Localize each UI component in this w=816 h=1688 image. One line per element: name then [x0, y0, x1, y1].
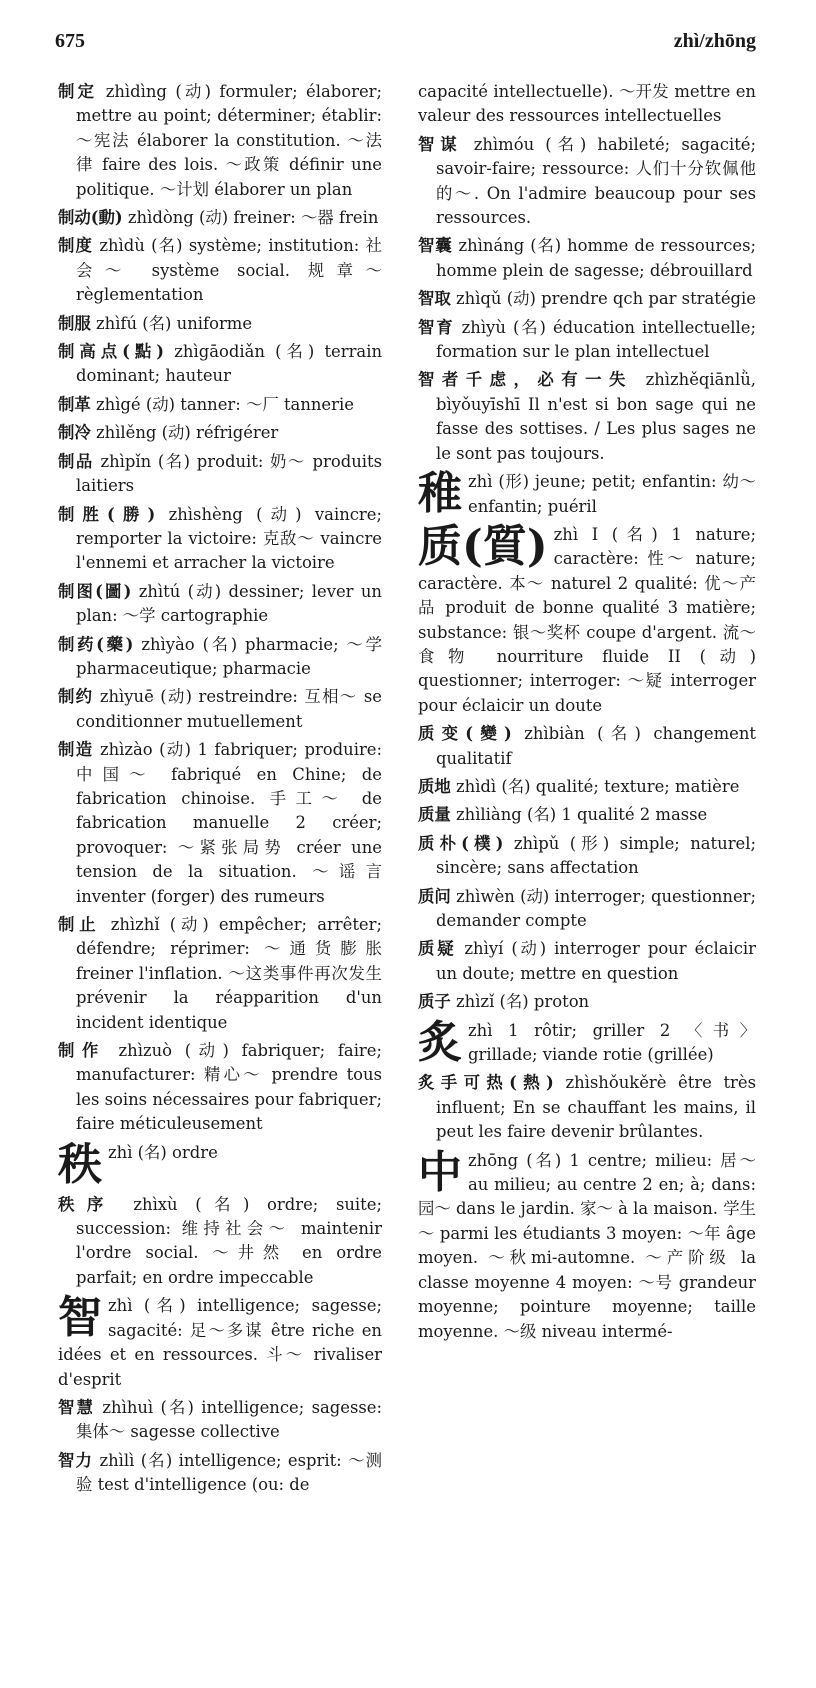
- dictionary-entry: [418, 722, 756, 771]
- headword: 质疑: [418, 939, 457, 959]
- headword: 制定: [58, 82, 98, 101]
- entry-definition: zhìwèn (动) interroger; questionner; demander compte: [436, 886, 757, 930]
- headword: 制胜(勝): [58, 504, 156, 524]
- headword-character: 质(質): [418, 522, 548, 572]
- left-column: [58, 80, 382, 1502]
- dictionary-entry: [418, 937, 756, 986]
- dictionary-entry: [418, 80, 756, 129]
- entry-definition: zhìdìng (动) formuler; élaborer; mettre au point; déterminer; établir: ～宪法 élaborer la constitution. ～法律 faire des lois. ～政策 définir une politique. ～计划 élaborer un plan: [76, 82, 383, 199]
- entry-definition: zhìliàng (名) 1 qualité 2 masse: [456, 805, 708, 825]
- headword: 质量: [418, 805, 451, 825]
- entry-definition: zhìyuē (动) restreindre: 互相～ se conditionner mutuellement: [76, 687, 383, 731]
- dictionary-entry: [58, 738, 382, 909]
- dictionary-entry: [418, 885, 756, 934]
- right-column: [418, 80, 756, 1348]
- headword: 制图(圖): [58, 581, 132, 601]
- headword: 智者千虑，必有一失: [418, 370, 633, 390]
- entry-definition: zhì I (名) 1 nature; caractère: 性～ nature; caractère. 本～ naturel 2 qualité: 优～产品 produit de bonne qualité 3 matière; substance: 银～奖杯 coupe d'argent. 流～食物 nourriture fluide II (动) questionner; interroger: ～疑 interroger pour éclaicir un doute: [418, 524, 756, 715]
- headword: 制止: [58, 915, 101, 934]
- headword: 制动(動): [58, 208, 123, 228]
- entry-definition: zhìyí (动) interroger pour éclaicir un doute; mettre en question: [436, 939, 756, 983]
- entry-definition: zhìtú (动) dessiner; lever un plan: ～学 cartographie: [76, 581, 382, 626]
- entry-definition: zhìlì (名) intelligence; esprit: ～测验 test d'intelligence (ou: de: [76, 1450, 383, 1495]
- headword-character: 稚: [418, 470, 462, 519]
- headword: 智育: [418, 317, 455, 337]
- headword: 质子: [418, 992, 451, 1012]
- headword: 质朴(樸): [418, 833, 504, 853]
- dictionary-entry: [58, 1396, 382, 1445]
- entry-definition: zhìzǐ (名) proton: [456, 992, 590, 1012]
- entry-definition: zhìhuì (名) intelligence; sagesse: 集体～ sagesse collective: [76, 1397, 383, 1442]
- entry-definition: zhìgé (动) tanner: ～厂 tannerie: [96, 394, 354, 414]
- dictionary-character-entry: [58, 1141, 382, 1189]
- entry-definition: zhìgāodiǎn (名) terrain dominant; hauteur: [76, 342, 382, 386]
- dictionary-entry: [58, 633, 382, 682]
- entry-definition: zhìzhǐ (动) empêcher; arrêter; défendre; réprimer: ～通货膨胀 freiner l'inflation. ～这类事件再次发生 prévenir la réapparition d'un incident identique: [76, 915, 382, 1032]
- dictionary-entry: [58, 1449, 382, 1498]
- entry-definition: zhìdòng (动) freiner: ～器 frein: [127, 208, 379, 228]
- dictionary-character-entry: [418, 470, 756, 519]
- dictionary-entry: [58, 450, 382, 499]
- dictionary-entry: [58, 421, 382, 445]
- entry-definition: zhōng (名) 1 centre; milieu: 居～ au milieu; au centre 2 en; à; dans: 园～ dans le jardin. 家～ à la maison. 学生～ parmi les étudiants 3 moyen: ～年 âge moyen. ～秋mi-automne. ～产阶级 la classe moyenne 4 moyen: ～号 grandeur moyenne; pointure moyenne; taille moyenne. ～级 niveau intermé-: [418, 1150, 756, 1341]
- dictionary-entry: [58, 685, 382, 734]
- entry-definition: zhìqǔ (动) prendre qch par stratégie: [456, 289, 756, 309]
- headword: 制造: [58, 740, 94, 760]
- headword: 质问: [418, 886, 451, 906]
- headword-character: 中: [418, 1148, 462, 1198]
- entry-definition: zhìdù (名) système; institution: 社会～ système social. 规章～ règlementation: [76, 236, 383, 305]
- headword-character: 智: [58, 1294, 102, 1344]
- entry-definition: zhìzuò (动) fabriquer; faire; manufacturer: 精心～ prendre tous les soins nécessaires pour fabriquer; faire méticuleusement: [76, 1041, 382, 1134]
- dictionary-entry: [418, 803, 756, 827]
- entry-definition: zhìbiàn (名) changement qualitatif: [436, 724, 756, 768]
- headword: 制作: [58, 1041, 106, 1061]
- headword: 智慧: [58, 1397, 96, 1417]
- entry-definition: zhìzào (动) 1 fabriquer; produire: 中国～ fabriqué en Chine; de fabrication chinoise. 手工～ de fabrication manuelle 2 créer; provoquer: ～紧张局势 créer une tension de la situation. ～谣言 inventer (forger) des rumeurs: [76, 740, 383, 906]
- dictionary-entry: [58, 340, 382, 389]
- headword: 智囊: [418, 236, 453, 256]
- entry-definition: zhìmóu (名) habileté; sagacité; savoir-faire; ressource: 人们十分钦佩他的～. On l'admire beaucoup pour ses ressources.: [436, 134, 756, 228]
- dictionary-entry: [58, 913, 382, 1035]
- headword: 智取: [418, 289, 451, 309]
- entry-definition: capacité intellectuelle). ～开发 mettre en valeur des ressources intellectuelles: [418, 82, 756, 126]
- dictionary-entry: [418, 234, 756, 283]
- entry-definition: zhìyù (名) éducation intellectuelle; formation sur le plan intellectuel: [436, 317, 757, 362]
- entry-definition: zhìzhěqiānlǜ, bìyǒuyīshī Il n'est si bon sage qui ne fasse des sottises. / Les plus sages ne le sont pas toujours.: [436, 370, 756, 463]
- headword: 智谋: [418, 134, 463, 154]
- headword-character: 炙: [418, 1018, 462, 1068]
- entry-definition: zhìdì (名) qualité; texture; matière: [456, 776, 740, 796]
- headword: 制服: [58, 313, 91, 333]
- entry-definition: zhìxù (名) ordre; suite; succession: 维持社会～ maintenir l'ordre social. ～井然 en ordre parfait; en ordre impeccable: [76, 1194, 382, 1287]
- dictionary-character-entry: [418, 1019, 756, 1068]
- dictionary-entry: [58, 393, 382, 417]
- dictionary-entry: [418, 287, 756, 311]
- entry-definition: zhìpǐn (名) produit: 奶～ produits laitiers: [76, 451, 382, 496]
- entry-definition: zhìnáng (名) homme de ressources; homme plein de sagesse; débrouillard: [436, 236, 757, 280]
- entry-definition: zhì 1 rôtir; griller 2 〈书〉 grillade; viande rotie (grillée): [468, 1020, 756, 1065]
- dictionary-character-entry: [418, 1149, 756, 1344]
- headword-character: 秩: [58, 1140, 102, 1189]
- entry-definition: zhì (名) intelligence; sagesse; sagacité: 足～多谋 être riche en idées et en ressources. 斗～ rivaliser d'esprit: [58, 1296, 382, 1389]
- entry-definition: zhì (形) jeune; petit; enfantin: 幼～ enfantin; puéril: [468, 472, 756, 516]
- running-head: zhì/zhōng: [673, 30, 756, 52]
- dictionary-entry: [418, 133, 756, 231]
- dictionary-entry: [58, 206, 382, 230]
- headword: 制品: [58, 451, 94, 471]
- dictionary-entry: [418, 316, 756, 365]
- dictionary-character-entry: [418, 523, 756, 718]
- entry-definition: zhìshǒukěrè être très influent; En se chauffant les mains, il peut les faire devenir brûlantes.: [436, 1073, 756, 1142]
- entry-definition: zhìshèng (动) vaincre; remporter la victoire: 克敌～ vaincre l'ennemi et arracher la victoire: [76, 504, 382, 573]
- headword: 质地: [418, 776, 451, 796]
- dictionary-entry: [418, 832, 756, 881]
- page-header: [55, 30, 756, 64]
- headword: 制约: [58, 687, 94, 707]
- dictionary-entry: [58, 312, 382, 336]
- headword: 制冷: [58, 423, 91, 443]
- dictionary-entry: [418, 1071, 756, 1144]
- entry-definition: zhì (名) ordre: [108, 1142, 218, 1162]
- entry-definition: zhìlěng (动) réfrigérer: [96, 423, 279, 443]
- dictionary-entry: [58, 80, 382, 202]
- headword: 秩序: [58, 1194, 116, 1214]
- headword: 制度: [58, 236, 94, 256]
- page-number: 675: [55, 30, 85, 52]
- entry-definition: zhìyào (名) pharmacie; ～学 pharmaceutique; pharmacie: [76, 634, 382, 678]
- headword: 制药(藥): [58, 634, 134, 654]
- dictionary-character-entry: [58, 1294, 382, 1392]
- headword: 制革: [58, 394, 91, 414]
- headword: 智力: [58, 1450, 94, 1470]
- headword: 质变(變): [418, 724, 512, 744]
- entry-definition: zhìpǔ (形) simple; naturel; sincère; sans affectation: [436, 833, 756, 878]
- headword: 炙手可热(熱): [418, 1073, 554, 1093]
- entry-definition: zhìfú (名) uniforme: [96, 313, 253, 333]
- dictionary-entry: [418, 368, 756, 466]
- dictionary-entry: [58, 503, 382, 576]
- dictionary-entry: [58, 1039, 382, 1137]
- dictionary-entry: [58, 1193, 382, 1291]
- dictionary-entry: [58, 234, 382, 307]
- headword: 制高点(點): [58, 342, 165, 362]
- dictionary-entry: [418, 775, 756, 799]
- dictionary-entry: [58, 580, 382, 629]
- dictionary-entry: [418, 990, 756, 1014]
